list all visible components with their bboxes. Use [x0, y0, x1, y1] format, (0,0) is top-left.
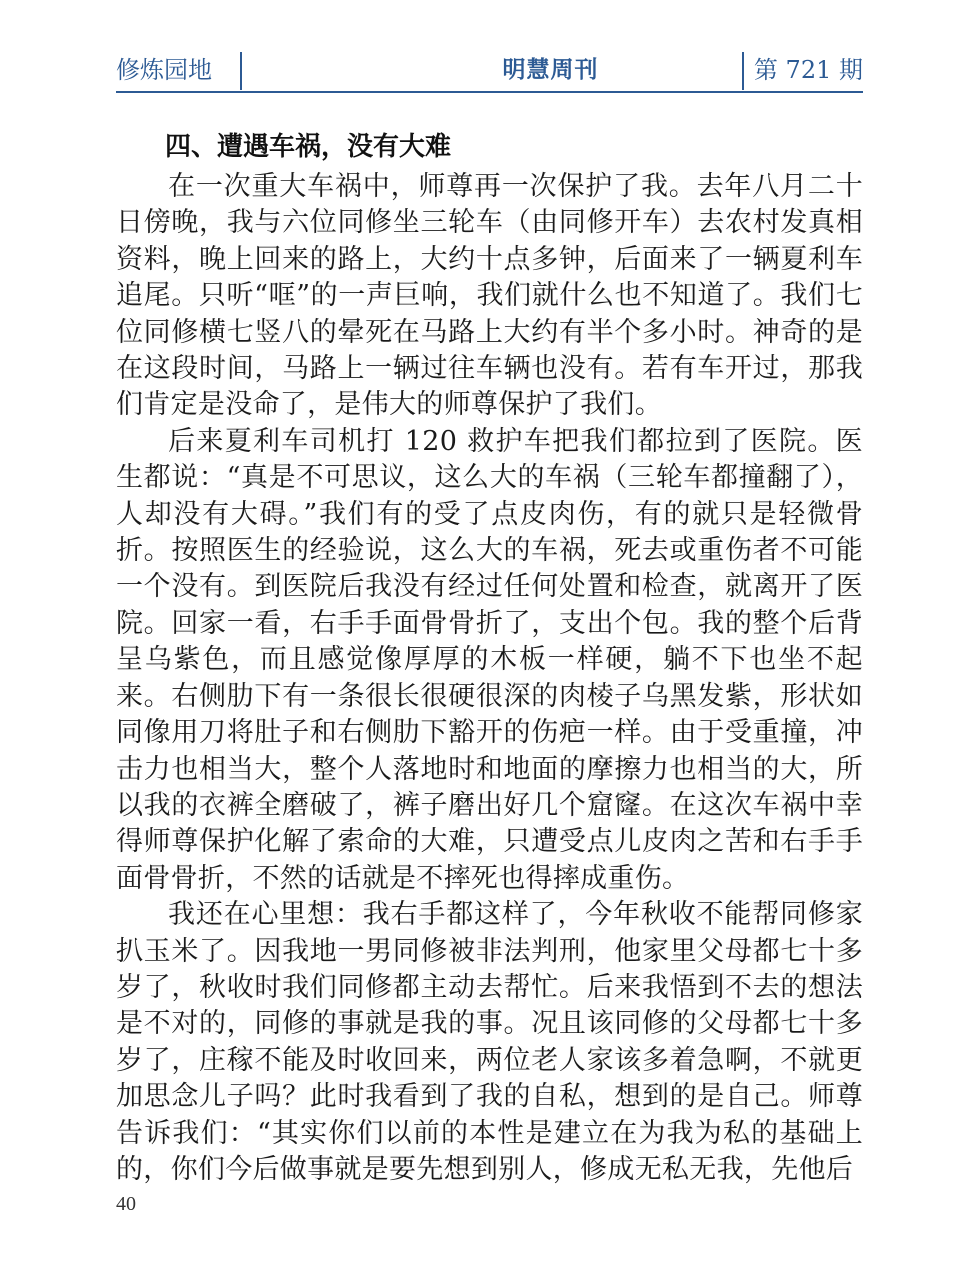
header-rule [116, 91, 863, 93]
issue-number: 第 721 期 [753, 56, 863, 84]
paragraph-2: 后来夏利车司机打 120 救护车把我们都拉到了医院。医生都说：“真是不可思议，这么大的车祸（三轮车都撞翻了），人却没有大碍。”我们有的受了点皮肉伤，有的就只是轻微骨折。按照医生的经验说，这么大的车祸，死去或重伤者不可能一个没有。到医院后我没有经过任何处置和检查，就离开了医院。回家一看，右手手面骨骨折了，支出个包。我的整个后背呈乌紫色，而且感觉像厚厚的木板一样硬，躺不下也坐不起来。右侧肋下有一条很长很硬很深的肉棱子乌黑发紫，形状如同像用刀将肚子和右侧肋下豁开的伤疤一样。由于受重撞，冲击力也相当大，整个人落地时和地面的摩擦力也相当的大，所以我的衣裤全磨破了，裤子磨出好几个窟窿。在这次车祸中幸得师尊保护化解了索命的大难，只遭受点儿皮肉之苦和右手手面骨骨折，不然的话就是不摔死也得摔成重伤。 [116, 425, 863, 894]
article-heading: 四、遭遇车祸，没有大难 [165, 132, 452, 162]
page-number: 40 [116, 1193, 136, 1215]
paragraph-3: 我还在心里想：我右手都这样了，今年秋收不能帮同修家扒玉米了。因我地一男同修被非法判刑，他家里父母都七十多岁了，秋收时我们同修都主动去帮忙。后来我悟到不去的想法是不对的，同修的事就是我的事。况且该同修的父母都七十多岁了，庄稼不能及时收回来，两位老人家该多着急啊，不就更加思念儿子吗？此时我看到了我的自私，想到的是自己。师尊告诉我们：“其实你们以前的本性是建立在为我为私的基础上的，你们今后做事就是要先想到别人，修成无私无我，先他后 [116, 899, 863, 1185]
page-header [116, 50, 863, 92]
magazine-title: 明慧周刊 [502, 57, 599, 83]
paragraph-1: 在一次重大车祸中，师尊再一次保护了我。去年八月二十日傍晚，我与六位同修坐三轮车（由同修开车）去农村发真相资料，晚上回来的路上，大约十点多钟，后面来了一辆夏利车追尾。只听“哐”的一声巨响，我们就什么也不知道了。我们七位同修横七竖八的晕死在马路上大约有半个多小时。神奇的是在这段时间，马路上一辆过往车辆也没有。若有车开过，那我们肯定是没命了，是伟大的师尊保护了我们。 [116, 171, 863, 421]
section-title: 修炼园地 [116, 56, 212, 84]
article-body [116, 127, 863, 1188]
